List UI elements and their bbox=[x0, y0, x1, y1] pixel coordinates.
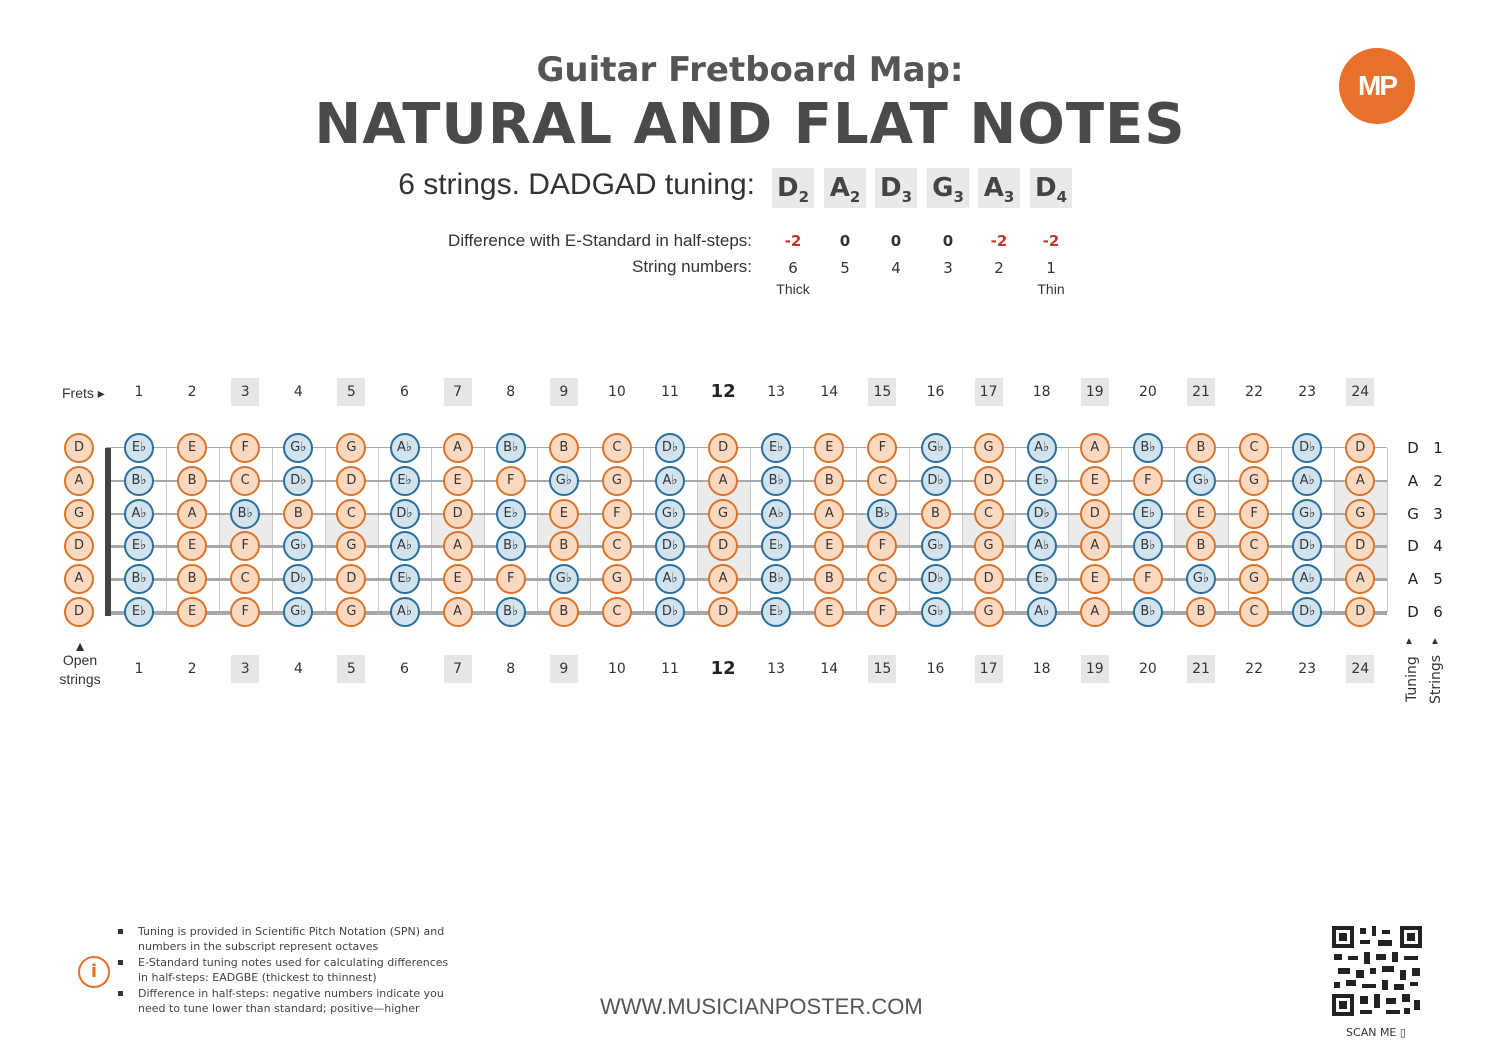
fret-note[interactable]: F bbox=[1133, 564, 1163, 594]
fret-note[interactable]: G bbox=[1239, 466, 1269, 496]
info-note-text: Tuning is provided in Scientific Pitch Notation (SPN) and numbers in the subscript represent octaves bbox=[138, 925, 445, 953]
fret-note[interactable]: F bbox=[230, 433, 260, 463]
fret-note[interactable]: G bbox=[602, 564, 632, 594]
fret-note[interactable]: G bbox=[974, 531, 1004, 561]
tuning-vertical-label: Tuning bbox=[1404, 656, 1420, 702]
fret-number-top: 5 bbox=[337, 378, 365, 406]
logo-text: MP bbox=[1358, 70, 1396, 101]
fret-note[interactable]: E♭ bbox=[390, 564, 420, 594]
fret-number-top: 2 bbox=[187, 384, 197, 400]
website-link[interactable]: WWW.MUSICIANPOSTER.COM bbox=[600, 994, 923, 1019]
fret-number-bottom: 3 bbox=[231, 655, 259, 683]
fret-number-bottom: 4 bbox=[293, 661, 303, 677]
fret-number-bottom: 11 bbox=[661, 661, 679, 677]
fret-line bbox=[1228, 448, 1229, 612]
fret-note[interactable]: C bbox=[602, 531, 632, 561]
fret-line bbox=[325, 448, 326, 612]
fret-note[interactable]: E♭ bbox=[1027, 466, 1057, 496]
fret-line bbox=[166, 448, 167, 612]
fret-note[interactable]: B♭ bbox=[1133, 433, 1163, 463]
fret-note[interactable]: A♭ bbox=[655, 564, 685, 594]
fret-note[interactable]: C bbox=[867, 564, 897, 594]
fret-note[interactable]: A♭ bbox=[124, 499, 154, 529]
fret-note[interactable]: D♭ bbox=[1292, 597, 1322, 627]
fret-number-top: 17 bbox=[975, 378, 1003, 406]
fret-note[interactable]: D bbox=[336, 564, 366, 594]
fret-note[interactable]: A♭ bbox=[1292, 564, 1322, 594]
info-note-text: Difference in half-steps: negative numbers indicate you need to tune lower than standard; positive—higher bbox=[138, 987, 444, 1015]
fret-note[interactable]: A bbox=[1345, 564, 1375, 594]
fret-number-bottom: 1 bbox=[134, 661, 144, 677]
fret-note[interactable]: A♭ bbox=[1027, 531, 1057, 561]
fret-note[interactable]: G♭ bbox=[283, 597, 313, 627]
fret-note[interactable]: B bbox=[549, 433, 579, 463]
open-string-note[interactable]: D bbox=[64, 597, 94, 627]
fret-note[interactable]: D♭ bbox=[921, 466, 951, 496]
fret-number-bottom: 13 bbox=[767, 661, 786, 677]
fret-note[interactable]: B♭ bbox=[761, 564, 791, 594]
fret-number-bottom: 19 bbox=[1081, 655, 1109, 683]
fret-note[interactable]: A bbox=[443, 433, 473, 463]
fret-number-bottom: 16 bbox=[926, 661, 945, 677]
fret-note[interactable]: G♭ bbox=[283, 433, 313, 463]
half-step-diff: 0 bbox=[890, 232, 902, 250]
fret-line bbox=[1068, 448, 1069, 612]
tuning-octave: 2 bbox=[798, 188, 810, 207]
fret-note[interactable]: C bbox=[1239, 531, 1269, 561]
fret-note[interactable]: E bbox=[1186, 499, 1216, 529]
fret-number-top: 12 bbox=[710, 381, 736, 402]
fret-note[interactable]: D bbox=[336, 466, 366, 496]
tuning-note-label: G bbox=[1407, 505, 1419, 523]
bullet-icon bbox=[118, 960, 123, 965]
title-line-1: Guitar Fretboard Map: bbox=[536, 50, 964, 90]
info-note-item bbox=[118, 924, 458, 954]
fret-note[interactable]: F bbox=[230, 597, 260, 627]
fret-note[interactable]: B bbox=[1186, 433, 1216, 463]
fret-number-bottom: 20 bbox=[1138, 661, 1157, 677]
fret-note[interactable]: E♭ bbox=[390, 466, 420, 496]
fret-note[interactable]: C bbox=[230, 564, 260, 594]
fret-note[interactable]: E bbox=[177, 531, 207, 561]
string-number-label: 4 bbox=[1433, 537, 1443, 555]
fret-number-top: 21 bbox=[1187, 378, 1215, 406]
half-step-diff: 0 bbox=[839, 232, 851, 250]
fret-note[interactable]: A bbox=[1080, 597, 1110, 627]
tuning-note-label: D bbox=[1407, 537, 1419, 555]
fret-number-bottom: 24 bbox=[1346, 655, 1374, 683]
half-step-diff: 0 bbox=[942, 232, 954, 250]
string-number-label: 2 bbox=[1433, 472, 1443, 490]
fret-note[interactable]: A bbox=[443, 531, 473, 561]
fret-note[interactable]: F bbox=[867, 597, 897, 627]
fret-note[interactable]: D♭ bbox=[1292, 531, 1322, 561]
fret-note[interactable]: F bbox=[1239, 499, 1269, 529]
open-string-note[interactable]: G bbox=[64, 499, 94, 529]
tuning-note-box bbox=[875, 168, 917, 208]
tuning-label: 6 strings. DADGAD tuning: bbox=[398, 168, 755, 201]
fret-note[interactable]: A bbox=[1345, 466, 1375, 496]
fret-number-top: 16 bbox=[926, 384, 945, 400]
tuning-note-box bbox=[927, 168, 969, 208]
fret-line bbox=[643, 448, 644, 612]
tuning-octave: 3 bbox=[953, 188, 964, 207]
fret-line bbox=[378, 448, 379, 612]
fret-note[interactable]: E♭ bbox=[124, 531, 154, 561]
fret-note[interactable]: A bbox=[443, 597, 473, 627]
fret-note[interactable]: F bbox=[496, 466, 526, 496]
fret-note[interactable]: A♭ bbox=[1027, 433, 1057, 463]
string-number-label: 5 bbox=[1433, 570, 1443, 588]
fret-number-bottom: 12 bbox=[710, 658, 736, 679]
fret-number-bottom: 9 bbox=[550, 655, 578, 683]
fret-note[interactable]: D bbox=[1345, 597, 1375, 627]
fret-note[interactable]: E bbox=[814, 531, 844, 561]
fret-number-top: 14 bbox=[820, 384, 839, 400]
fret-note[interactable]: B bbox=[283, 499, 313, 529]
fret-line bbox=[590, 448, 591, 612]
fret-line bbox=[219, 448, 220, 612]
string-number-label: 1 bbox=[1433, 439, 1443, 457]
fret-note[interactable]: C bbox=[1239, 433, 1269, 463]
fret-note[interactable]: C bbox=[867, 466, 897, 496]
fret-note[interactable]: D bbox=[1345, 433, 1375, 463]
fret-note[interactable]: E♭ bbox=[761, 597, 791, 627]
fret-number-bottom: 18 bbox=[1032, 661, 1051, 677]
fret-note[interactable]: G♭ bbox=[921, 531, 951, 561]
tuning-note-box bbox=[824, 168, 866, 208]
fret-note[interactable]: A♭ bbox=[761, 499, 791, 529]
fret-note[interactable]: C bbox=[230, 466, 260, 496]
string-number: 5 bbox=[840, 259, 850, 277]
fret-number-top: 15 bbox=[868, 378, 896, 406]
fret-note[interactable]: D♭ bbox=[1292, 433, 1322, 463]
fret-note[interactable]: G bbox=[708, 499, 738, 529]
tuning-octave: 3 bbox=[1003, 188, 1015, 207]
fret-note[interactable]: G♭ bbox=[283, 531, 313, 561]
tuning-note-label: D bbox=[1407, 603, 1419, 621]
string-number: 3 bbox=[943, 259, 953, 277]
fret-note[interactable]: D bbox=[974, 564, 1004, 594]
fret-note[interactable]: G bbox=[336, 597, 366, 627]
fret-note[interactable]: D bbox=[1080, 499, 1110, 529]
fret-number-top: 19 bbox=[1081, 378, 1109, 406]
fret-note[interactable]: B bbox=[814, 564, 844, 594]
open-string-note[interactable]: D bbox=[64, 433, 94, 463]
fret-note[interactable]: A♭ bbox=[390, 531, 420, 561]
fret-note[interactable]: G♭ bbox=[549, 466, 579, 496]
fret-number-top: 11 bbox=[661, 384, 679, 400]
info-note-text: E-Standard tuning notes used for calculating differences in half-steps: EADGBE (thickest to thinnest) bbox=[138, 956, 449, 984]
fret-number-top: 18 bbox=[1032, 384, 1051, 400]
info-note-item bbox=[118, 955, 458, 985]
open-string-note[interactable]: D bbox=[64, 531, 94, 561]
fret-note[interactable]: B♭ bbox=[496, 531, 526, 561]
fret-note[interactable]: D bbox=[708, 597, 738, 627]
info-icon: i bbox=[78, 956, 110, 988]
fret-note[interactable]: B♭ bbox=[867, 499, 897, 529]
fret-note[interactable]: A bbox=[177, 499, 207, 529]
fret-number-bottom: 22 bbox=[1245, 661, 1263, 677]
tuning-note: D bbox=[1034, 173, 1057, 203]
fret-line bbox=[484, 448, 485, 612]
scan-me-label bbox=[1326, 1026, 1426, 1039]
fret-note[interactable]: D bbox=[708, 531, 738, 561]
fret-number-bottom: 8 bbox=[506, 661, 516, 677]
fret-number-top: 20 bbox=[1138, 384, 1157, 400]
tuning-note-label: A bbox=[1407, 472, 1419, 490]
fret-line bbox=[697, 448, 698, 612]
open-string-note[interactable]: A bbox=[64, 564, 94, 594]
fret-note[interactable]: A bbox=[708, 564, 738, 594]
fret-line bbox=[909, 448, 910, 612]
fret-note[interactable]: G bbox=[974, 433, 1004, 463]
half-step-diff: -2 bbox=[990, 232, 1008, 250]
fret-number-top: 10 bbox=[607, 384, 626, 400]
fret-number-top: 1 bbox=[134, 384, 144, 400]
fret-note[interactable]: D bbox=[443, 499, 473, 529]
fret-note[interactable]: E bbox=[443, 466, 473, 496]
fret-note[interactable]: D♭ bbox=[283, 564, 313, 594]
tuning-note-box bbox=[978, 168, 1020, 208]
fret-note[interactable]: G♭ bbox=[1292, 499, 1322, 529]
fret-note[interactable]: A bbox=[1080, 433, 1110, 463]
fret-note[interactable]: F bbox=[230, 531, 260, 561]
fret-number-top: 6 bbox=[400, 384, 409, 400]
tuning-note-label: D bbox=[1407, 439, 1419, 457]
tuning-arrow-icon: ▲ bbox=[1404, 636, 1414, 647]
fret-note[interactable]: B♭ bbox=[124, 466, 154, 496]
fret-note[interactable]: A♭ bbox=[1027, 597, 1057, 627]
fret-note[interactable]: F bbox=[1133, 466, 1163, 496]
fret-note[interactable]: A bbox=[1080, 531, 1110, 561]
fret-note[interactable]: D♭ bbox=[655, 433, 685, 463]
brand-logo bbox=[1339, 48, 1415, 124]
fret-note[interactable]: G bbox=[1239, 564, 1269, 594]
fret-line bbox=[1281, 448, 1282, 612]
tuning-note: G bbox=[932, 173, 954, 203]
bullet-icon bbox=[118, 991, 123, 996]
string-number-label: 6 bbox=[1433, 603, 1443, 621]
tuning-octave: 3 bbox=[901, 188, 913, 207]
fret-line bbox=[803, 448, 804, 612]
fret-number-bottom: 6 bbox=[400, 661, 409, 677]
string-number-label: 3 bbox=[1433, 505, 1443, 523]
half-step-diff: -2 bbox=[1042, 232, 1060, 250]
tuning-octave: 2 bbox=[849, 188, 861, 207]
thin-label: Thin bbox=[1037, 281, 1065, 297]
fret-note[interactable]: B bbox=[921, 499, 951, 529]
open-arrow-icon: ▲ bbox=[73, 638, 87, 654]
fret-note[interactable]: C bbox=[974, 499, 1004, 529]
fret-note[interactable]: D♭ bbox=[655, 597, 685, 627]
fret-number-top: 24 bbox=[1346, 378, 1374, 406]
info-notes bbox=[118, 924, 458, 1017]
fret-number-top: 4 bbox=[293, 384, 303, 400]
fret-note[interactable]: D♭ bbox=[390, 499, 420, 529]
strings-arrow-icon: ▲ bbox=[1430, 636, 1440, 647]
fret-note[interactable]: E bbox=[443, 564, 473, 594]
fret-note[interactable]: E♭ bbox=[761, 433, 791, 463]
frets-label: Frets ▸ bbox=[62, 385, 105, 401]
fret-line bbox=[856, 448, 857, 612]
fret-number-bottom: 7 bbox=[444, 655, 472, 683]
strings-vertical-label: Strings bbox=[1428, 654, 1444, 704]
fret-note[interactable]: C bbox=[602, 433, 632, 463]
nut bbox=[105, 448, 111, 616]
fret-number-top: 22 bbox=[1245, 384, 1263, 400]
info-note-item bbox=[118, 986, 458, 1016]
open-strings-label-1: Open bbox=[62, 652, 98, 668]
fret-note[interactable]: E bbox=[549, 499, 579, 529]
fret-note[interactable]: G bbox=[1345, 499, 1375, 529]
fret-line bbox=[537, 448, 538, 612]
fret-note[interactable]: B bbox=[814, 466, 844, 496]
fret-note[interactable]: E♭ bbox=[1133, 499, 1163, 529]
fret-note[interactable]: G♭ bbox=[921, 597, 951, 627]
fret-note[interactable]: B♭ bbox=[230, 499, 260, 529]
fret-note[interactable]: G bbox=[974, 597, 1004, 627]
tuning-note-box bbox=[1030, 168, 1072, 208]
fret-note[interactable]: E bbox=[814, 597, 844, 627]
qr-code-icon[interactable] bbox=[1330, 924, 1424, 1018]
fret-note[interactable]: B♭ bbox=[761, 466, 791, 496]
fret-line bbox=[962, 448, 963, 612]
fret-note[interactable]: A♭ bbox=[655, 466, 685, 496]
fret-note[interactable]: B♭ bbox=[496, 433, 526, 463]
fret-note[interactable]: B♭ bbox=[124, 564, 154, 594]
fret-note[interactable]: E bbox=[177, 597, 207, 627]
tuning-note: A bbox=[829, 173, 850, 203]
phone-icon: ▯ bbox=[1399, 1026, 1406, 1039]
open-strings-label-2: strings bbox=[59, 671, 101, 687]
fret-line bbox=[1174, 448, 1175, 612]
fret-number-top: 3 bbox=[231, 378, 259, 406]
open-string-note[interactable]: A bbox=[64, 466, 94, 496]
fret-note[interactable]: A♭ bbox=[390, 597, 420, 627]
fret-note[interactable]: E♭ bbox=[496, 499, 526, 529]
fret-number-top: 13 bbox=[767, 384, 786, 400]
fret-number-top: 8 bbox=[506, 384, 516, 400]
fret-note[interactable]: D♭ bbox=[283, 466, 313, 496]
fret-number-top: 7 bbox=[444, 378, 472, 406]
fret-note[interactable]: D bbox=[1345, 531, 1375, 561]
fret-note[interactable]: E♭ bbox=[761, 531, 791, 561]
fret-note[interactable]: D bbox=[708, 433, 738, 463]
fret-note[interactable]: E bbox=[1080, 466, 1110, 496]
fret-line bbox=[431, 448, 432, 612]
fret-note[interactable]: F bbox=[867, 433, 897, 463]
fret-note[interactable]: D bbox=[974, 466, 1004, 496]
fret-note[interactable]: G bbox=[336, 531, 366, 561]
fret-line bbox=[1121, 448, 1122, 612]
tuning-note-label: A bbox=[1407, 570, 1419, 588]
fret-line bbox=[1387, 448, 1388, 612]
fret-note[interactable]: E♭ bbox=[1027, 564, 1057, 594]
fret-note[interactable]: G bbox=[602, 466, 632, 496]
thick-label: Thick bbox=[776, 281, 810, 297]
fret-note[interactable]: A bbox=[814, 499, 844, 529]
fret-number-bottom: 10 bbox=[607, 661, 626, 677]
fret-note[interactable]: E♭ bbox=[124, 597, 154, 627]
tuning-note: D bbox=[879, 173, 902, 203]
fret-note[interactable]: B♭ bbox=[1133, 597, 1163, 627]
fret-line bbox=[1334, 448, 1335, 612]
fret-number-bottom: 21 bbox=[1187, 655, 1215, 683]
tuning-note: A bbox=[983, 173, 1004, 203]
fret-line bbox=[272, 448, 273, 612]
fret-note[interactable]: A♭ bbox=[1292, 466, 1322, 496]
fret-note[interactable]: B bbox=[177, 564, 207, 594]
tuning-note: D bbox=[776, 173, 799, 203]
bullet-icon bbox=[118, 929, 123, 934]
page-title: NATURAL AND FLAT NOTES bbox=[314, 92, 1186, 157]
fret-number-top: 23 bbox=[1298, 384, 1317, 400]
fret-line bbox=[1015, 448, 1016, 612]
fret-number-bottom: 2 bbox=[187, 661, 197, 677]
fret-note[interactable]: A bbox=[708, 466, 738, 496]
fret-note[interactable]: F bbox=[496, 564, 526, 594]
fret-note[interactable]: B bbox=[549, 531, 579, 561]
fret-number-bottom: 17 bbox=[975, 655, 1003, 683]
fret-number-bottom: 15 bbox=[868, 655, 896, 683]
fret-note[interactable]: A♭ bbox=[390, 433, 420, 463]
fret-note[interactable]: D♭ bbox=[921, 564, 951, 594]
string-number: 2 bbox=[994, 259, 1004, 277]
fret-note[interactable]: G♭ bbox=[921, 433, 951, 463]
fret-note[interactable]: C bbox=[1239, 597, 1269, 627]
string-number: 1 bbox=[1046, 259, 1056, 277]
string-number: 6 bbox=[788, 259, 798, 277]
fret-note[interactable]: C bbox=[602, 597, 632, 627]
fret-note[interactable]: F bbox=[867, 531, 897, 561]
fret-number-bottom: 14 bbox=[820, 661, 839, 677]
fret-note[interactable]: E bbox=[1080, 564, 1110, 594]
fret-note[interactable]: G♭ bbox=[1186, 564, 1216, 594]
fret-note[interactable]: E bbox=[177, 433, 207, 463]
fret-note[interactable]: B bbox=[1186, 531, 1216, 561]
fret-note[interactable]: E bbox=[814, 433, 844, 463]
fret-line bbox=[750, 448, 751, 612]
fret-note[interactable]: B bbox=[549, 597, 579, 627]
half-step-diff: -2 bbox=[784, 232, 802, 250]
fret-note[interactable]: G♭ bbox=[655, 499, 685, 529]
fret-note[interactable]: E♭ bbox=[124, 433, 154, 463]
fret-note[interactable]: B♭ bbox=[1133, 531, 1163, 561]
fret-note[interactable]: G♭ bbox=[549, 564, 579, 594]
string-number: 4 bbox=[891, 259, 901, 277]
tuning-note-box bbox=[772, 168, 814, 208]
fret-note[interactable]: B♭ bbox=[496, 597, 526, 627]
fret-number-top: 9 bbox=[550, 378, 578, 406]
fret-note[interactable]: B bbox=[177, 466, 207, 496]
fret-note[interactable]: F bbox=[602, 499, 632, 529]
fret-note[interactable]: B bbox=[1186, 597, 1216, 627]
fret-note[interactable]: C bbox=[336, 499, 366, 529]
fret-note[interactable]: D♭ bbox=[655, 531, 685, 561]
fret-number-bottom: 5 bbox=[337, 655, 365, 683]
scan-label-text: SCAN ME bbox=[1346, 1026, 1397, 1039]
fret-note[interactable]: G bbox=[336, 433, 366, 463]
string-numbers-label: String numbers: bbox=[632, 257, 752, 276]
fret-note[interactable]: D♭ bbox=[1027, 499, 1057, 529]
fret-number-bottom: 23 bbox=[1298, 661, 1317, 677]
diff-label: Difference with E-Standard in half-steps: bbox=[448, 231, 752, 250]
fret-note[interactable]: G♭ bbox=[1186, 466, 1216, 496]
tuning-octave: 4 bbox=[1056, 188, 1068, 207]
